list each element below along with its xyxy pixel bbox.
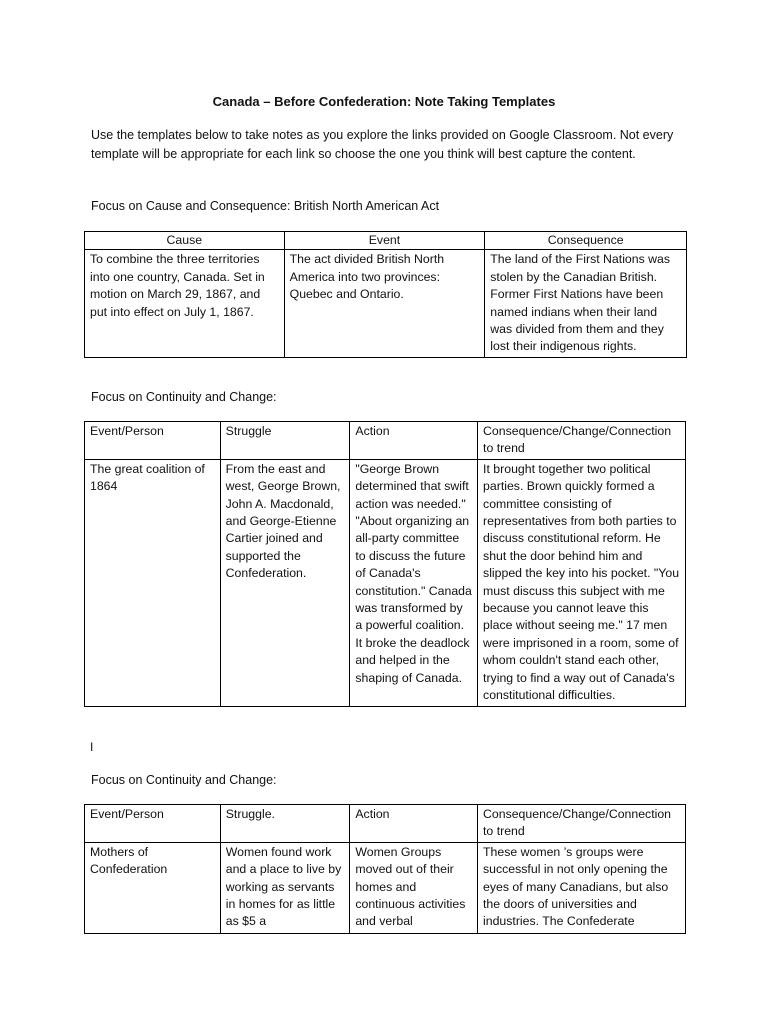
header-consequence-change: Consequence/Change/Connection to trend — [478, 422, 686, 460]
header-consequence-change: Consequence/Change/Connection to trend — [478, 805, 686, 843]
document-title: Canada – Before Confederation: Note Taking Templates — [212, 94, 556, 109]
action-cell[interactable]: Women Groups moved out of their homes and continuous activities and verbal — [355, 844, 466, 929]
header-event-person: Event/Person — [85, 805, 221, 843]
header-event-person: Event/Person — [85, 422, 221, 460]
header-consequence: Consequence — [485, 232, 687, 250]
table-header-row — [85, 232, 687, 250]
header-action: Action — [350, 422, 478, 460]
header-struggle: Struggle. — [220, 805, 350, 843]
continuity-change-table-2 — [84, 804, 686, 934]
table-row — [85, 459, 686, 706]
continuity-change-table-1 — [84, 421, 686, 707]
struggle-cell[interactable]: From the east and west, George Brown, John A. Macdonald, and George-Etienne Cartier joined and supported the Confederation. — [220, 459, 350, 706]
section1-heading: Focus on Cause and Consequence: British North American Act — [91, 199, 440, 213]
cause-cell[interactable]: To combine the three territories into one country, Canada. Set in motion on March 29, 1867, and put into effect on July 1, 1867. — [85, 250, 285, 357]
event-person-cell[interactable]: Mothers of Confederation — [90, 844, 168, 877]
intro-paragraph: Use the templates below to take notes as you explore the links provided on Google Classroom. Not every template will be appropriate for each link so choose the one you think will best capture the content. — [91, 128, 674, 161]
table-header-row — [85, 422, 686, 460]
struggle-cell[interactable]: Women found work and a place to live by working as servants in homes for as little as $5 a — [225, 844, 342, 929]
table-header-row — [85, 805, 686, 843]
event-person-cell[interactable]: The great coalition of 1864 — [85, 459, 221, 706]
header-struggle: Struggle — [220, 422, 350, 460]
consequence-cell[interactable]: The land of the First Nations was stolen by the Canadian British. Former First Nations have been named indians when their land was divided from them and they lost their indigenous rights. — [485, 250, 687, 357]
header-event: Event — [284, 232, 485, 250]
event-cell[interactable]: The act divided British North America into two provinces: Quebec and Ontario. — [284, 250, 485, 357]
consequence-change-cell[interactable]: It brought together two political parties. Brown quickly formed a committee consisting of representatives from both parties to discuss constitutional reform. He shut the door behind him and slipped the key into his pocket. "You must discuss this subject with me because you cannot leave this place without seeing me." 17 men were imprisoned in a room, some of whom couldn't stand each other, trying to find a way out of Canada's constitutional difficulties. — [478, 459, 686, 706]
table-row — [85, 250, 687, 357]
section2-heading: Focus on Continuity and Change: — [91, 390, 277, 404]
action-cell[interactable]: "George Brown determined that swift action was needed." "About organizing an all-party committee to discuss the future of Canada's constitution." Canada was transformed by a powerful coalition. It broke the deadlock and helped in the shaping of Canada. — [350, 459, 478, 706]
consequence-change-cell[interactable]: These women ’s groups were successful in not only opening the eyes of many Canadians, but also the doors of universities and industries. The Confederate — [483, 844, 669, 929]
table-row — [85, 842, 686, 933]
cause-consequence-table — [84, 231, 687, 358]
section3-heading: Focus on Continuity and Change: — [91, 773, 277, 787]
stray-mark: I — [90, 740, 94, 754]
header-cause: Cause — [85, 232, 285, 250]
header-action: Action — [350, 805, 478, 843]
